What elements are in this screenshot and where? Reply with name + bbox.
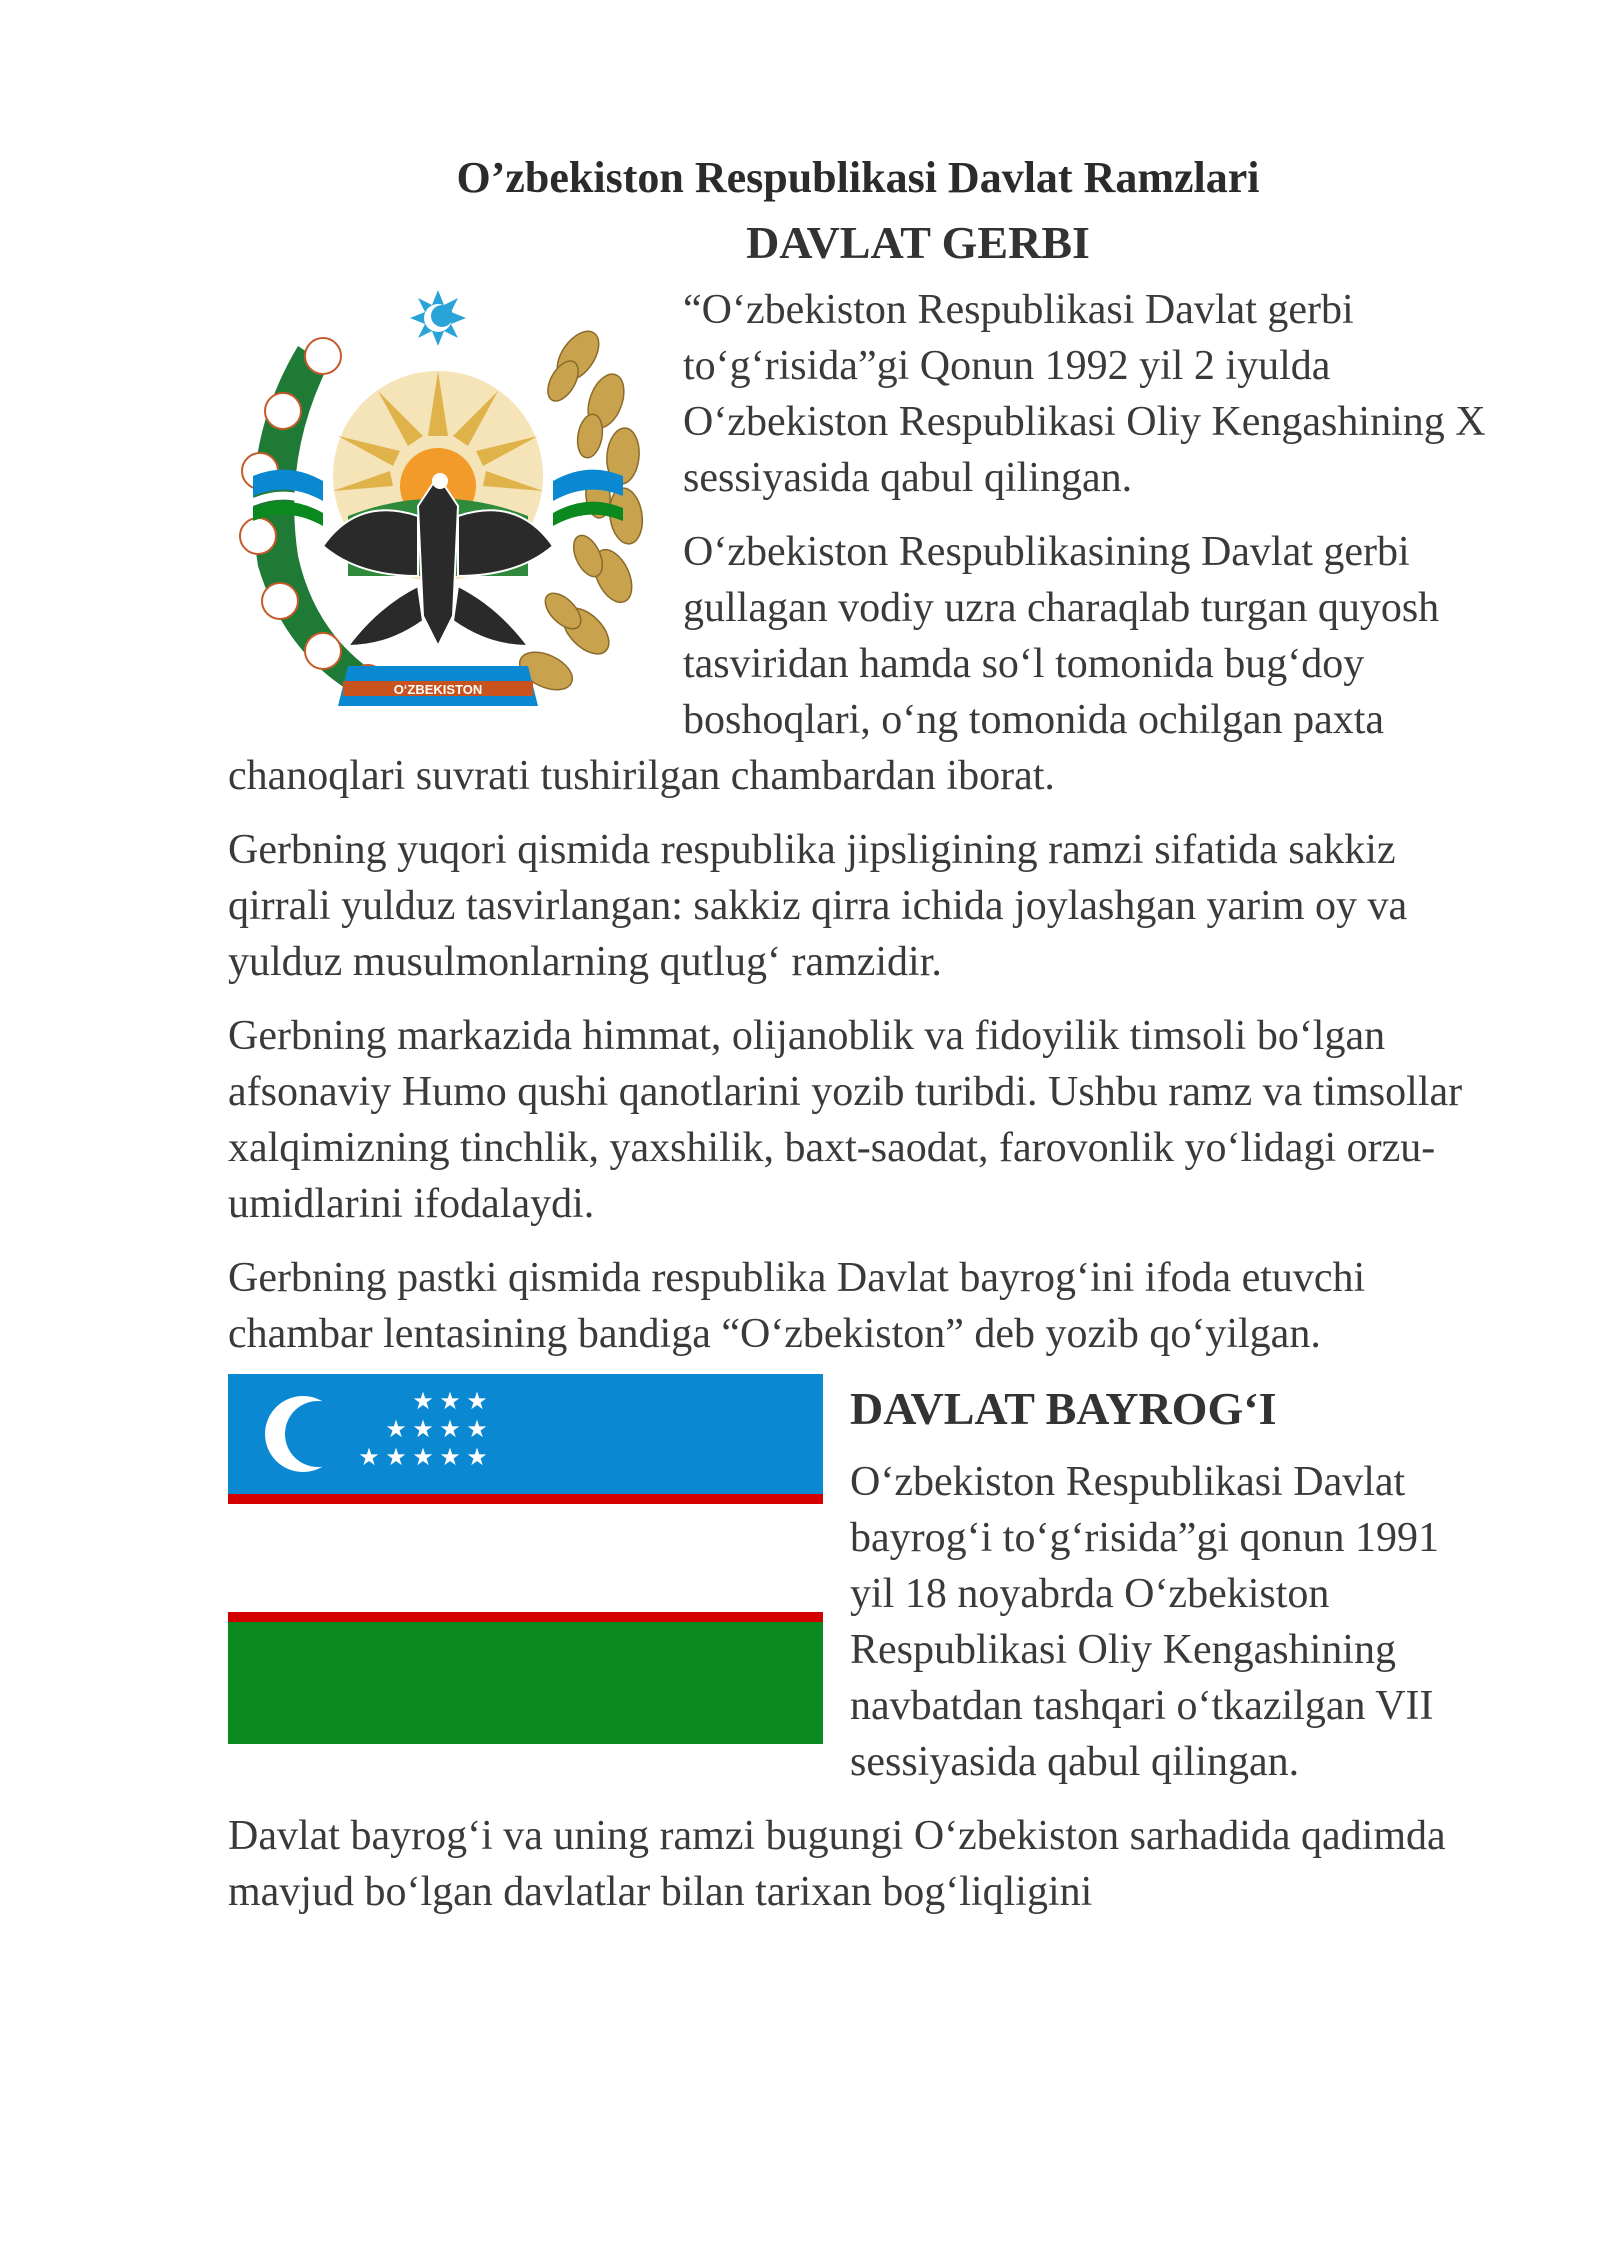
- svg-text:★: ★: [385, 1443, 407, 1471]
- svg-text:★: ★: [439, 1387, 461, 1415]
- section-heading-gerb: DAVLAT GERBI: [746, 217, 1090, 268]
- gerb-paragraph-3: Gerbning yuqori qismida respublika jipsligining ramzi sifatida sakkiz qirrali yulduz tasvirlangan: sakkiz qirra ichida joylashgan yarim oy va yulduz musulmonlarning qutlug‘ ramzidir.: [228, 827, 1408, 985]
- section-heading-bayroq: DAVLAT BAYROG‘I: [850, 1383, 1277, 1434]
- svg-text:★: ★: [412, 1443, 434, 1471]
- bayroq-paragraph-1: O‘zbekiston Respublikasi Davlat bayrog‘i to‘g‘risida”gi qonun 1991 yil 18 noyabrda O‘zbekiston Respublikasi Oliy Kengashining navbatdan tashqari o‘tkazilgan VII sessiyasida qabul qilingan.: [850, 1459, 1440, 1785]
- svg-text:★: ★: [466, 1443, 488, 1471]
- gerb-paragraph-1: “O‘zbekiston Respublikasi Davlat gerbi to‘g‘risida”gi Qonun 1992 yil 2 iyulda O‘zbekiston Respublikasi Oliy Kengashining X sessiyasida qabul qilingan.: [683, 287, 1486, 501]
- flag-icon: [228, 1374, 823, 1744]
- gerb-paragraph-2: O‘zbekiston Respublikasining Davlat gerbi gullagan vodiy uzra charaqlab turgan quyosh tasviridan hamda so‘l tomonida bug‘doy boshoqlari, o‘ng tomonida ochilgan paxta chanoqlari suvrati tushirilgan chambardan iborat.: [228, 529, 1440, 799]
- svg-text:★: ★: [412, 1387, 434, 1415]
- svg-text:★: ★: [439, 1415, 461, 1443]
- svg-text:★: ★: [466, 1387, 488, 1415]
- bayroq-paragraph-2: Davlat bayrog‘i va uning ramzi bugungi O‘zbekiston sarhadida qadimda mavjud bo‘lgan davlatlar bilan tarixan bog‘liqligini: [228, 1813, 1446, 1915]
- svg-text:★: ★: [412, 1415, 434, 1443]
- svg-text:★: ★: [385, 1415, 407, 1443]
- emblem-ribbon-text: O‘ZBEKISTON: [393, 682, 483, 697]
- svg-text:★: ★: [439, 1443, 461, 1471]
- svg-text:★: ★: [358, 1443, 380, 1471]
- document-title: O’zbekiston Respublikasi Davlat Ramzlari: [456, 153, 1260, 202]
- svg-text:★: ★: [466, 1415, 488, 1443]
- gerb-paragraph-4: Gerbning markazida himmat, olijanoblik va fidoyilik timsoli bo‘lgan afsonaviy Humo qushi qanotlarini yozib turibdi. Ushbu ramz va timsollar xalqimizning tinchlik, yaxshilik, baxt-saodat, farovonlik yo‘lidagi orzu-umidlarini ifodalaydi.: [228, 1013, 1463, 1227]
- document-body: [228, 150, 1488, 1938]
- gerb-paragraph-5: Gerbning pastki qismida respublika Davlat bayrog‘ini ifoda etuvchi chambar lentasining bandiga “O‘zbekiston” deb yozib qo‘yilgan.: [228, 1255, 1366, 1357]
- coat-of-arms-icon: [228, 286, 648, 731]
